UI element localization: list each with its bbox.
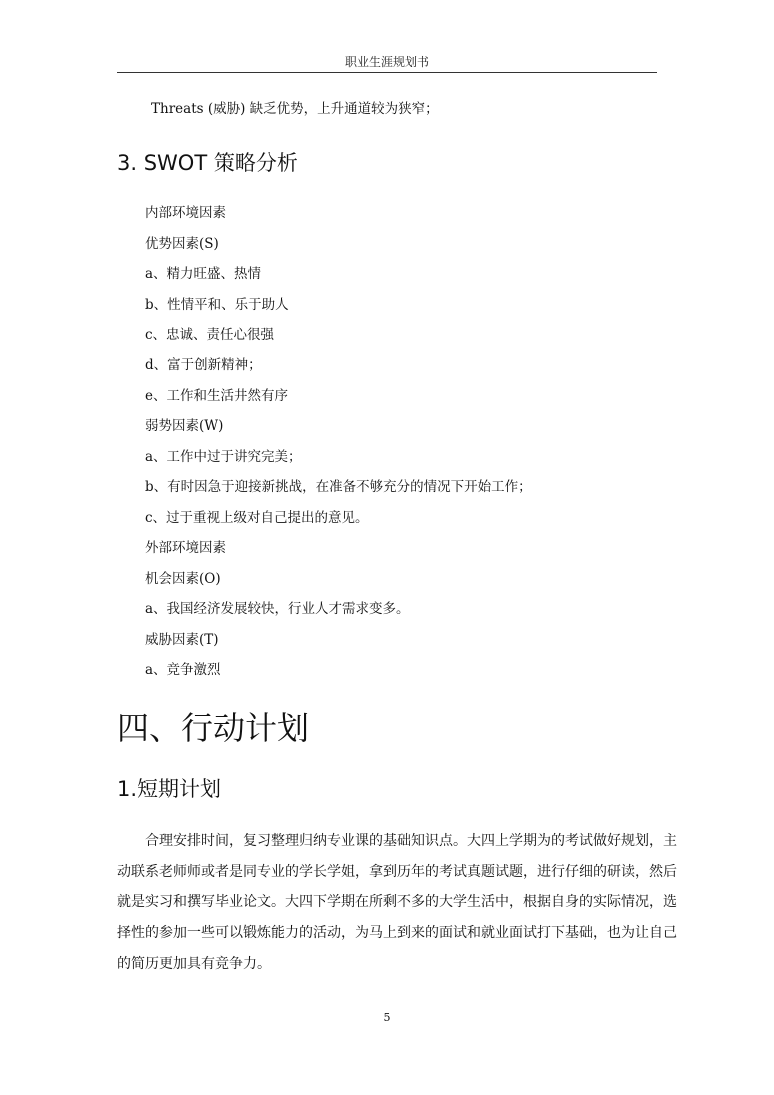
list-item: 内部环境因素 bbox=[145, 205, 226, 221]
threats-line: Threats (威胁) 缺乏优势，上升通道较为狭窄； bbox=[151, 101, 439, 117]
list-item: 威胁因素(T) bbox=[145, 632, 219, 648]
header-divider bbox=[117, 72, 657, 73]
paragraph-line: 的简历更加具有竞争力。 bbox=[117, 956, 271, 972]
short-term-heading: 1.短期计划 bbox=[117, 777, 222, 801]
paragraph-line: 择性的参加一些可以锻炼能力的活动，为马上到来的面试和就业面试打下基础，也为让自己 bbox=[117, 925, 677, 941]
list-item: 弱势因素(W) bbox=[145, 418, 224, 434]
list-item: 优势因素(S) bbox=[145, 236, 219, 252]
list-item: b、性情平和、乐于助人 bbox=[145, 297, 289, 313]
list-item: a、竞争激烈 bbox=[145, 662, 221, 678]
list-item: b、有时因急于迎接新挑战，在准备不够充分的情况下开始工作； bbox=[145, 479, 532, 495]
list-item: c、过于重视上级对自己提出的意见。 bbox=[145, 510, 369, 526]
chapter-heading: 四、行动计划 bbox=[117, 709, 310, 747]
list-item: c、忠诚、责任心很强 bbox=[145, 327, 275, 343]
paragraph-line: 就是实习和撰写毕业论文。大四下学期在所剩不多的大学生活中，根据自身的实际情况，选 bbox=[117, 894, 677, 910]
page-number: 5 bbox=[383, 1011, 391, 1024]
running-header-title: 职业生涯规划书 bbox=[344, 55, 429, 69]
list-item: a、精力旺盛、热情 bbox=[145, 266, 262, 282]
paragraph-line: 动联系老师师或者是同专业的学长学姐，拿到历年的考试真题试题，进行仔细的研读，然后 bbox=[117, 864, 677, 880]
list-item: 外部环境因素 bbox=[145, 540, 226, 556]
list-item: 机会因素(O) bbox=[145, 571, 221, 587]
swot-heading: 3. SWOT 策略分析 bbox=[117, 151, 298, 175]
list-item: e、工作和生活井然有序 bbox=[145, 388, 288, 404]
paragraph-line: 合理安排时间，复习整理归纳专业课的基础知识点。大四上学期为的考试做好规划，主 bbox=[145, 833, 677, 849]
list-item: a、工作中过于讲究完美； bbox=[145, 449, 302, 465]
list-item: d、富于创新精神； bbox=[145, 357, 262, 373]
list-item: a、我国经济发展较快，行业人才需求变多。 bbox=[145, 601, 410, 617]
